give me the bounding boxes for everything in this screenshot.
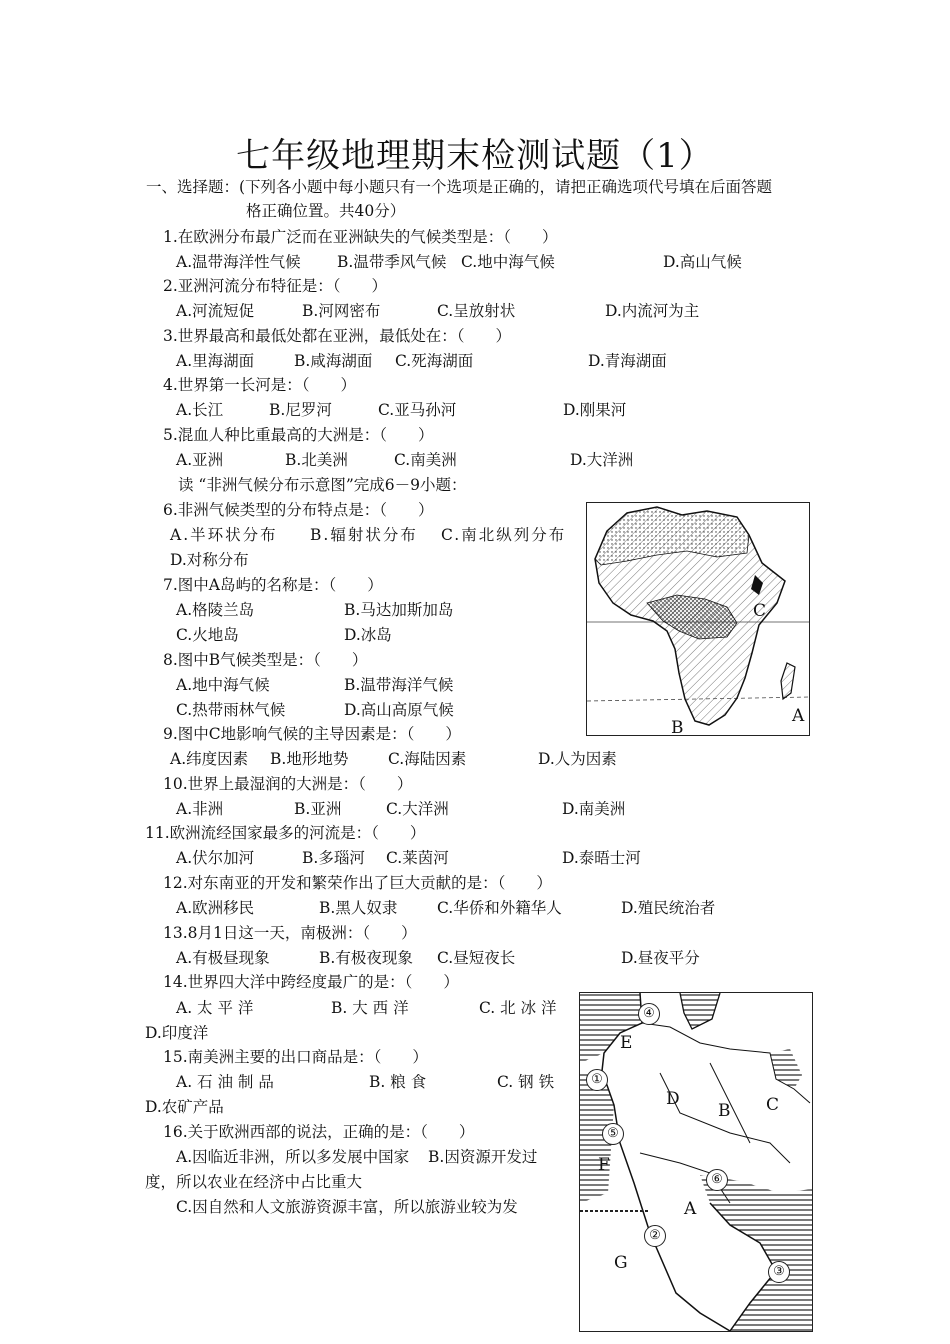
map-label-g: G — [614, 1253, 628, 1273]
map-label-c: C — [766, 1095, 780, 1115]
option: D.高山气候 — [663, 253, 742, 271]
question-stem: 11.欧洲流经国家最多的河流是：（ ） — [145, 824, 426, 842]
question-stem: 14.世界四大洋中跨经度最广的是：（ ） — [163, 973, 459, 991]
middle-east-map — [579, 992, 813, 1332]
question-stem: 15.南美洲主要的出口商品是：（ ） — [163, 1048, 428, 1066]
option: A.欧洲移民 — [176, 899, 255, 917]
option: A.里海湖面 — [176, 352, 255, 370]
madagascar-island — [781, 663, 795, 699]
option: C.地中海气候 — [461, 253, 555, 271]
option: B. 大 西 洋 — [331, 999, 409, 1017]
option: B.温带海洋气候 — [344, 676, 454, 694]
map-label-a: A — [684, 1199, 697, 1219]
map-number-6: ⑥ — [706, 1169, 728, 1191]
option: B.咸海湖面 — [294, 352, 373, 370]
question-stem: 13.8月1日这一天，南极洲：（ ） — [163, 924, 417, 942]
option: C.亚马孙河 — [378, 401, 457, 419]
reading-prompt: 读 “非洲气候分布示意图”完成6－9小题： — [178, 476, 467, 494]
map-label-e: E — [620, 1033, 633, 1053]
option: B.地形地势 — [270, 750, 349, 768]
map-label-b: B — [718, 1101, 731, 1121]
option: D.印度洋 — [145, 1024, 209, 1042]
option: C.南美洲 — [394, 451, 457, 469]
map-number-3: ③ — [768, 1261, 790, 1283]
map-label-d: D — [666, 1089, 680, 1109]
option: A.温带海洋性气候 — [176, 253, 301, 271]
question-stem: 8.图中B气候类型是：（ ） — [163, 651, 368, 669]
option: B.黑人奴隶 — [319, 899, 398, 917]
section-heading-line2: 格正确位置。共40分） — [246, 202, 406, 220]
option: C.热带雨林气候 — [176, 701, 286, 719]
option: B.因资源开发过 — [428, 1148, 538, 1166]
option: B.北美洲 — [285, 451, 348, 469]
question-stem: 16.关于欧洲西部的说法，正确的是：（ ） — [163, 1123, 475, 1141]
map-number-5: ⑤ — [602, 1123, 624, 1145]
map-label-b: B — [671, 718, 684, 738]
option: A.纬度因素 — [170, 750, 249, 768]
option: D.刚果河 — [563, 401, 627, 419]
option: C.南北纵列分布 — [441, 526, 567, 544]
question-stem: 7.图中A岛屿的名称是：（ ） — [163, 576, 383, 594]
option: C. 北 冰 洋 — [479, 999, 557, 1017]
option: D.殖民统治者 — [621, 899, 716, 917]
option: C.大洋洲 — [386, 800, 449, 818]
option: B.多瑙河 — [302, 849, 365, 867]
option: D.昼夜平分 — [621, 949, 700, 967]
page-title: 七年级地理期末检测试题（1） — [236, 136, 714, 176]
option: D.青海湖面 — [588, 352, 667, 370]
option: D.南美洲 — [562, 800, 626, 818]
question-stem: 2.亚洲河流分布特征是：（ ） — [163, 277, 388, 295]
option: B. 粮 食 — [369, 1073, 427, 1091]
option: D.冰岛 — [344, 626, 392, 644]
option: A. 太 平 洋 — [176, 999, 254, 1017]
option: D.高山高原气候 — [344, 701, 454, 719]
option: D.人为因素 — [538, 750, 617, 768]
section-heading-line1: 一、选择题：(下列各小题中每小题只有一个选项是正确的，请把正确选项代号填在后面答题 — [146, 178, 773, 196]
option: B.亚洲 — [294, 800, 342, 818]
question-stem: 6.非洲气候类型的分布特点是：（ ） — [163, 501, 434, 519]
option: C.火地岛 — [176, 626, 239, 644]
option: A.有极昼现象 — [176, 949, 270, 967]
option: A.伏尔加河 — [176, 849, 255, 867]
option: A.长江 — [176, 401, 224, 419]
africa-climate-map — [586, 502, 810, 736]
option: D.农矿产品 — [145, 1098, 224, 1116]
option: 度，所以农业在经济中占比重大 — [145, 1173, 363, 1191]
map-label-f: F — [598, 1155, 610, 1175]
option: A.半环状分布 — [170, 526, 278, 544]
question-stem: 1.在欧洲分布最广泛而在亚洲缺失的气候类型是：（ ） — [163, 228, 558, 246]
option: C.华侨和外籍华人 — [437, 899, 562, 917]
option: D.泰晤士河 — [562, 849, 641, 867]
option: C. 钢 铁 — [497, 1073, 555, 1091]
option: C.呈放射状 — [437, 302, 516, 320]
option: A.格陵兰岛 — [176, 601, 255, 619]
option: B.马达加斯加岛 — [344, 601, 454, 619]
africa-map-drawing — [587, 503, 809, 735]
option: A.河流短促 — [176, 302, 255, 320]
option: C.死海湖面 — [395, 352, 474, 370]
map-number-4: ④ — [638, 1003, 660, 1025]
option: B.尼罗河 — [269, 401, 332, 419]
option: C.海陆因素 — [388, 750, 467, 768]
map-label-c: C — [753, 601, 767, 621]
option: A.非洲 — [176, 800, 224, 818]
option: B.河网密布 — [302, 302, 381, 320]
option: A.因临近非洲，所以多发展中国家 — [176, 1148, 410, 1166]
option: A.亚洲 — [176, 451, 224, 469]
option: B.有极夜现象 — [319, 949, 413, 967]
question-stem: 5.混血人种比重最高的大洲是：（ ） — [163, 426, 434, 444]
option: B.温带季风气候 — [337, 253, 447, 271]
option: C.因自然和人文旅游资源丰富，所以旅游业较为发 — [176, 1198, 518, 1216]
question-stem: 3.世界最高和最低处都在亚洲，最低处在：（ ） — [163, 327, 512, 345]
option: D.对称分布 — [170, 551, 249, 569]
question-stem: 4.世界第一长河是：（ ） — [163, 376, 357, 394]
option: C.昼短夜长 — [437, 949, 516, 967]
option: A. 石 油 制 品 — [176, 1073, 274, 1091]
map-label-a: A — [792, 706, 805, 726]
question-stem: 9.图中C地影响气候的主导因素是：（ ） — [163, 725, 461, 743]
option: A.地中海气候 — [176, 676, 270, 694]
map-number-2: ② — [644, 1225, 666, 1247]
option: C.莱茵河 — [386, 849, 449, 867]
sea-region — [700, 1175, 812, 1331]
question-stem: 12.对东南亚的开发和繁荣作出了巨大贡献的是：（ ） — [163, 874, 552, 892]
option: D.大洋洲 — [570, 451, 634, 469]
map-number-1: ① — [586, 1069, 608, 1091]
question-stem: 10.世界上最湿润的大洲是：（ ） — [163, 775, 413, 793]
option: B.辐射状分布 — [310, 526, 418, 544]
option: D.内流河为主 — [605, 302, 700, 320]
sea-region — [770, 1049, 802, 1089]
